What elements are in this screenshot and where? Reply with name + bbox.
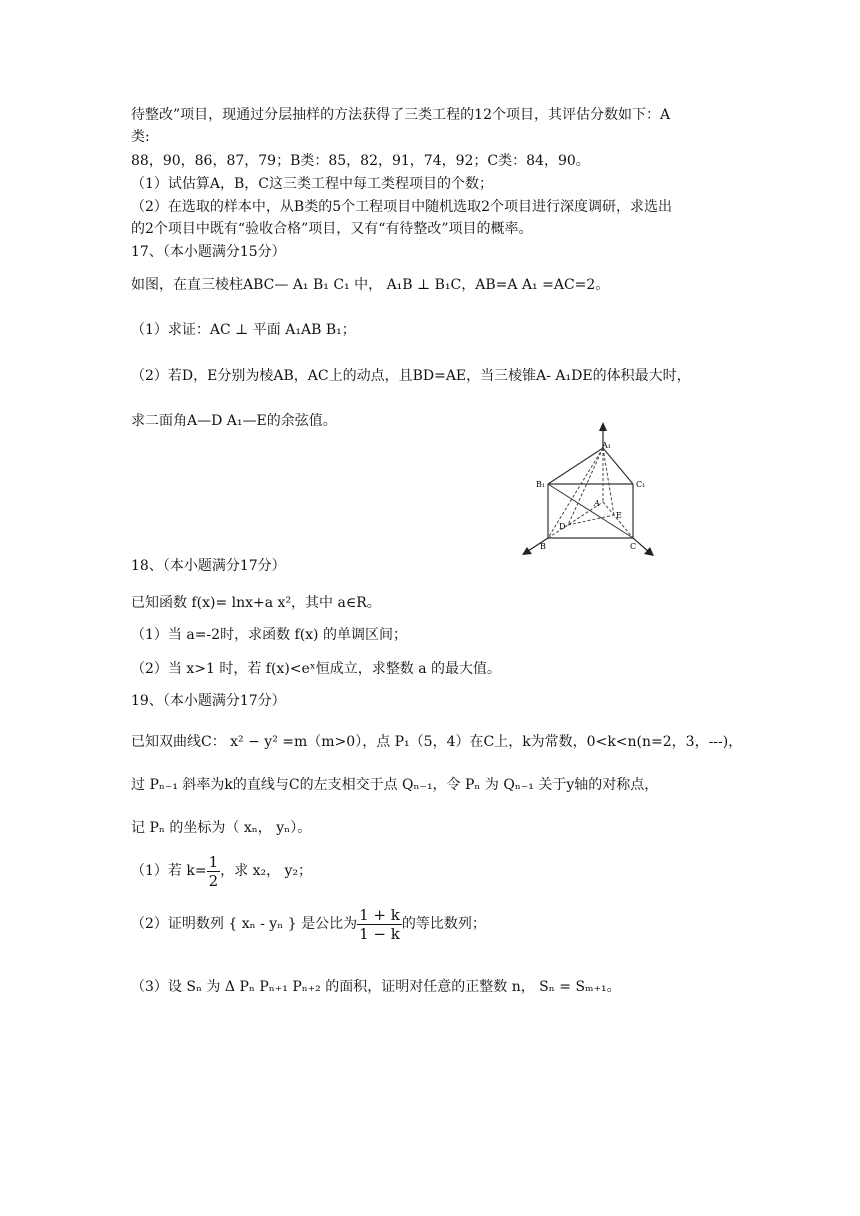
label-c1: C₁ [636,480,646,489]
q17-part-2: （2）若D，E分别为棱AB，AC上的动点，且BD=AE，当三棱锥A- A₁DE的体积最大时， [131,368,691,384]
prism-diagram [518,418,658,568]
q19-part-1-prefix: （1）若 k= [131,863,207,879]
label-c: C [630,542,637,551]
q19-text-2: 过 Pₙ₋₁ 斜率为k的直线与C的左支相交于点 Qₙ₋₁，令 Pₙ 为 Qₙ₋₁ 关于y轴的对称点， [131,777,659,793]
fraction-ratio [357,906,402,943]
q19-part-2-prefix: （2）证明数列 { xₙ - yₙ } 是公比为 [131,916,358,932]
q19-text: 已知双曲线C： x² − y² =m（m>0），点 P₁（5，4）在C上，k为常数，0<k<n(n=2，3，---)， [131,734,743,750]
label-e: E [616,511,622,520]
q17-text: 如图，在直三棱柱ABC— A₁ B₁ C₁ 中， A₁B ⊥ B₁C，AB=A A₁ =AC=2。 [131,277,610,293]
label-b: B [540,542,546,551]
q18-text: 已知函数 f(x)= lnx+a x²，其中 a∈R。 [131,595,381,611]
q19-part-1-suffix: ，求 x₂， y₂； [220,863,313,879]
q18-part-1: （1）当 a=-2时，求函数 f(x) 的单调区间； [131,627,407,643]
edge-b1-a1 [548,448,603,484]
q19-heading: 19、（本小题满分17分） [131,693,286,709]
fraction-numerator: 1 [208,852,219,871]
text-line-5: （2）在选取的样本中，从B类的5个工程项目中随机选取2个项目进行深度调研，求选出 [131,199,673,215]
q18-heading: 18、（本小题满分17分） [131,558,286,574]
edge-a1-e [603,448,614,515]
q19-text-3: 记 Pₙ 的坐标为（ xₙ， yₙ）。 [131,820,312,836]
label-d: D [559,522,566,531]
q17-heading: 17、（本小题满分15分） [131,244,286,260]
text-line-4: （1）试估算A，B，C这三类工程中每工类程项目的个数； [131,176,494,192]
edge-a1-c1 [603,448,633,484]
q18-part-2: （2）当 x>1 时，若 f(x)<eˣ恒成立，求整数 a 的最大值。 [131,661,501,677]
text-line-6: 的2个项目中既有“验收合格”项目，又有“有待整改”项目的概率。 [131,221,533,237]
text-line-3: 88，90，86，87，79；B类：85，82，91，74，92；C类：84，90。 [131,153,590,169]
q19-part-2 [131,900,750,948]
q17-part-1: （1）求证：AC ⊥ 平面 A₁AB B₁； [131,322,356,338]
q19-part-3: （3）设 Sₙ 为 Δ Pₙ Pₙ₊₁ Pₙ₊₂ 的面积，证明对任意的正整数 n， Sₙ = Sₘ₊₁。 [131,979,621,995]
text-line-1: 待整改”项目，现通过分层抽样的方法获得了三类工程的12个项目，其评估分数如下：A [131,107,671,123]
axis-z-arrowhead [599,422,607,431]
label-a1: A₁ [602,441,611,450]
edge-a-c [603,502,633,538]
q19-part-2-suffix: 的等比数列； [401,916,486,932]
q19-part-1 [131,850,750,892]
text-line-2: 类: [131,129,150,145]
axis-x-arrowhead [522,547,532,555]
label-b1: B₁ [536,480,546,489]
fraction-numerator: 1 + k [359,905,400,924]
edge-a1-b [548,448,603,538]
fraction-denominator: 2 [208,871,219,890]
prism-figure [518,418,658,568]
label-a: A [594,499,600,508]
fraction-one-half [207,853,221,890]
q17-part-3: 求二面角A—D A₁—E的余弦值。 [131,413,337,429]
fraction-denominator: 1 − k [359,924,400,943]
